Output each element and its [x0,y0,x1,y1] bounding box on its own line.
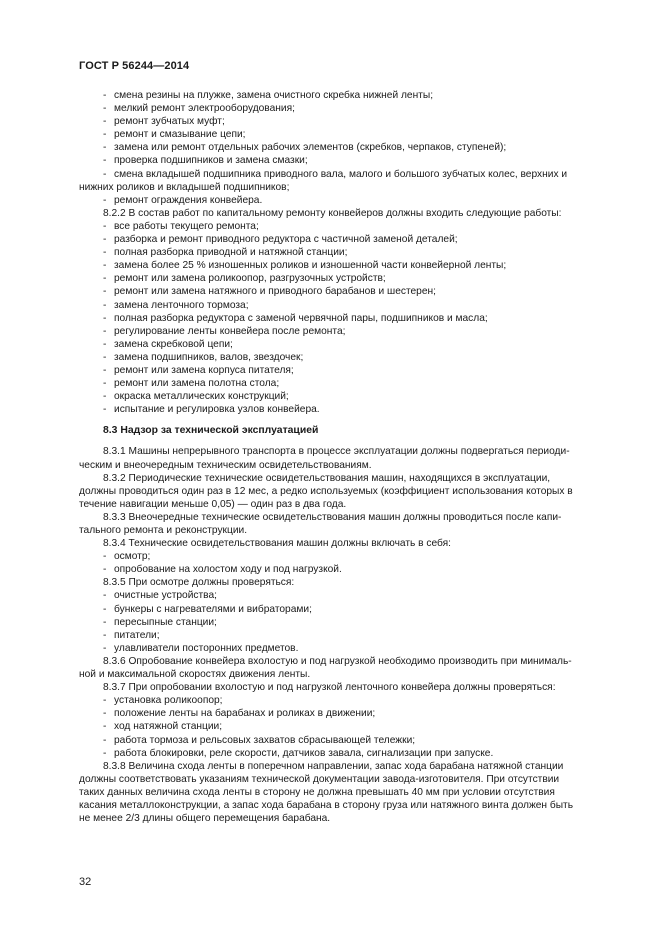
list-item-text: ремонт или замена полотна стола; [114,378,280,390]
list-dash: - [103,378,107,390]
list-item-text: замена скребковой цепи; [114,338,233,350]
document-body [79,89,587,825]
list-item [79,312,587,325]
list-item [79,89,587,102]
list-item [79,390,587,403]
list-item-text: ремонт или замена корпуса питателя; [114,364,294,376]
list-item [79,141,587,154]
paragraph-8-3-5: 8.3.5 При осмотре должны проверяться: [103,577,295,589]
list-item-text: замена или ремонт отдельных рабочих элементов (скребков, черпаков, ступеней); [114,142,507,154]
list-item-text: ремонт зубчатых муфт; [114,116,225,128]
paragraph-8-2-2: 8.2.2 В состав работ по капитальному ремонту конвейеров должны входить следующие работы: [103,207,562,219]
list-item [79,154,587,167]
paragraph-8-3-3-line: 8.3.3 Внеочередные технические освидетельствования машин должны проводиться после капи- [103,511,562,523]
paragraph-8-3-3-line: тального ремонта и реконструкции. [79,525,248,536]
paragraph-8-3-7: 8.3.7 При опробовании вхолостую и под нагрузкой ленточного конвейера должны проверяться: [103,682,556,694]
list-item-text: все работы текущего ремонта; [114,220,259,232]
list-item [79,233,587,246]
list-item [79,364,587,377]
list-item-text: замена подшипников, валов, звездочек; [114,351,304,363]
list-dash: - [103,299,107,311]
list-item [79,642,587,655]
list-item [79,246,587,259]
document-header: ГОСТ Р 56244—2014 [79,60,190,72]
list-item [79,194,587,207]
list-item [79,589,587,602]
list-item-text: пересыпные станции; [114,616,217,628]
list-item [79,128,587,141]
page-number: 32 [79,876,92,888]
list-dash: - [103,364,107,376]
list-dash: - [103,90,107,101]
list-dash: - [103,273,107,285]
list-dash: - [103,168,107,180]
paragraph-8-3-6-line: 8.3.6 Опробование конвейера вхолостую и под нагрузкой необходимо производить при минималь- [103,655,572,667]
list-item [79,338,587,351]
list-item-text: разборка и ремонт приводного редуктора с частичной заменой деталей; [114,234,458,246]
paragraph-8-3-2-line: должны проводиться один раз в 12 мес, а редко используемых (коэффициент использования которых в [79,485,573,497]
list-item-text: осмотр; [114,551,151,563]
list-dash: - [103,590,107,602]
list-item-continuation: нижних роликов и вкладышей подшипников; [79,181,290,193]
list-item-text: полная разборка редуктора с заменой червячной пары, подшипников и масла; [114,312,488,324]
paragraph-8-3-8-line: не менее 2/3 длины общего перемещения барабана. [79,813,331,825]
paragraph-8-3-4: 8.3.4 Технические освидетельствования машин должны включать в себя: [103,538,451,550]
list-item [79,115,587,128]
list-item-text: ход натяжной станции; [114,721,223,733]
list-dash: - [103,734,107,746]
paragraph-8-3-6-line: ной и максимальной скоростях движения ленты. [79,669,311,681]
list-dash: - [103,564,107,576]
section-heading-8-3: 8.3 Надзор за технической эксплуатацией [103,425,319,437]
list-item-text: работа блокировки, реле скорости, датчиков завала, сигнализации при запуске. [114,747,494,759]
list-item [79,734,587,747]
list-item-text: улавливатели посторонних предметов. [114,642,299,654]
list-item [79,220,587,233]
list-item-text: мелкий ремонт электрооборудования; [114,103,295,115]
list-dash: - [103,616,107,628]
paragraph-8-3-8-line: касания металлоконструкции, а запас хода барабана в сторону груза или натяжного винта должен быть [79,799,574,811]
list-item-text: положение ленты на барабанах и роликах в движении; [114,708,376,720]
list-item [79,707,587,720]
list-dash: - [103,116,107,128]
list-dash: - [103,325,107,337]
list-item [79,603,587,616]
list-dash: - [103,286,107,298]
list-dash: - [103,234,107,246]
list-item-text: испытание и регулировка узлов конвейера. [114,404,320,416]
list-item-text: бункеры с нагревателями и вибраторами; [114,603,312,615]
list-dash: - [103,312,107,324]
list-item [79,102,587,115]
list-item [79,550,587,563]
list-item-text: опробование на холостом ходу и под нагрузкой. [114,564,342,576]
list-item-text: замена более 25 % изношенных роликов и изношенной части конвейерной ленты; [114,260,507,272]
list-dash: - [103,194,107,206]
list-dash: - [103,747,107,759]
list-item-text: ремонт и смазывание цепи; [114,129,246,141]
list-dash: - [103,708,107,720]
list-dash: - [103,642,107,654]
paragraph-8-3-8-line: должны соответствовать указаниям технической документации завода-изготовителя. При отсутствии [79,773,560,785]
list-item-text: ремонт ограждения конвейера. [114,194,263,206]
list-item [79,629,587,642]
list-item-text: очистные устройства; [114,590,217,602]
list-item [79,747,587,760]
list-item [79,351,587,364]
list-dash: - [103,629,107,641]
list-item [79,720,587,733]
paragraph-8-3-1-line: ческим и внеочередным техническим освидетельствованиям. [79,459,372,471]
list-item-text: регулирование ленты конвейера после ремонта; [114,325,346,337]
list-item-text: питатели; [114,629,160,641]
list-item [79,272,587,285]
list-item-text: замена ленточного тормоза; [114,299,249,311]
list-item-text: полная разборка приводной и натяжной станции; [114,247,348,259]
list-dash: - [103,603,107,615]
list-dash: - [103,103,107,115]
list-item [79,377,587,390]
list-dash: - [103,338,107,350]
list-dash: - [103,142,107,154]
list-dash: - [103,129,107,141]
list-item-text: установка роликоопор; [114,695,223,707]
list-item-text: ремонт или замена натяжного и приводного барабанов и шестерен; [114,286,436,298]
list-item-text: проверка подшипников и замена смазки; [114,155,308,167]
list-item [79,694,587,707]
list-item [79,259,587,272]
list-item [79,299,587,312]
paragraph-8-3-2-line: течение навигации меньше 0,05) — один раз в два года. [79,498,347,510]
list-item [79,168,587,181]
list-item-text: смена резины на плужке, замена очистного скребка нижней ленты; [114,90,434,101]
list-item-text: ремонт или замена роликоопор, разгрузочных устройств; [114,273,386,285]
list-dash: - [103,247,107,259]
paragraph-8-3-8-line: таких данных величина схода ленты в сторону не должна превышать 40 мм при условии отсутствия [79,786,555,798]
list-dash: - [103,695,107,707]
list-item [79,403,587,416]
list-item-text: окраска металлических конструкций; [114,391,289,403]
list-dash: - [103,391,107,403]
list-item [79,285,587,298]
list-item-text: работа тормоза и рельсовых захватов сбрасывающей тележки; [114,734,416,746]
list-dash: - [103,260,107,272]
list-dash: - [103,404,107,416]
list-item [79,616,587,629]
list-item-text: смена вкладышей подшипника приводного вала, малого и большого зубчатых колес, верхних и [114,168,568,180]
list-item [79,563,587,576]
list-dash: - [103,721,107,733]
list-dash: - [103,155,107,167]
list-dash: - [103,551,107,563]
list-dash: - [103,220,107,232]
paragraph-8-3-1-line: 8.3.1 Машины непрерывного транспорта в процессе эксплуатации должны подвергаться периоди- [103,446,570,458]
paragraph-8-3-2-line: 8.3.2 Периодические технические освидетельствования машин, находящихся в эксплуатации, [103,472,551,484]
list-item [79,325,587,338]
list-dash: - [103,351,107,363]
paragraph-8-3-8-line: 8.3.8 Величина схода ленты в поперечном направлении, запас хода барабана натяжной станции [103,760,564,772]
